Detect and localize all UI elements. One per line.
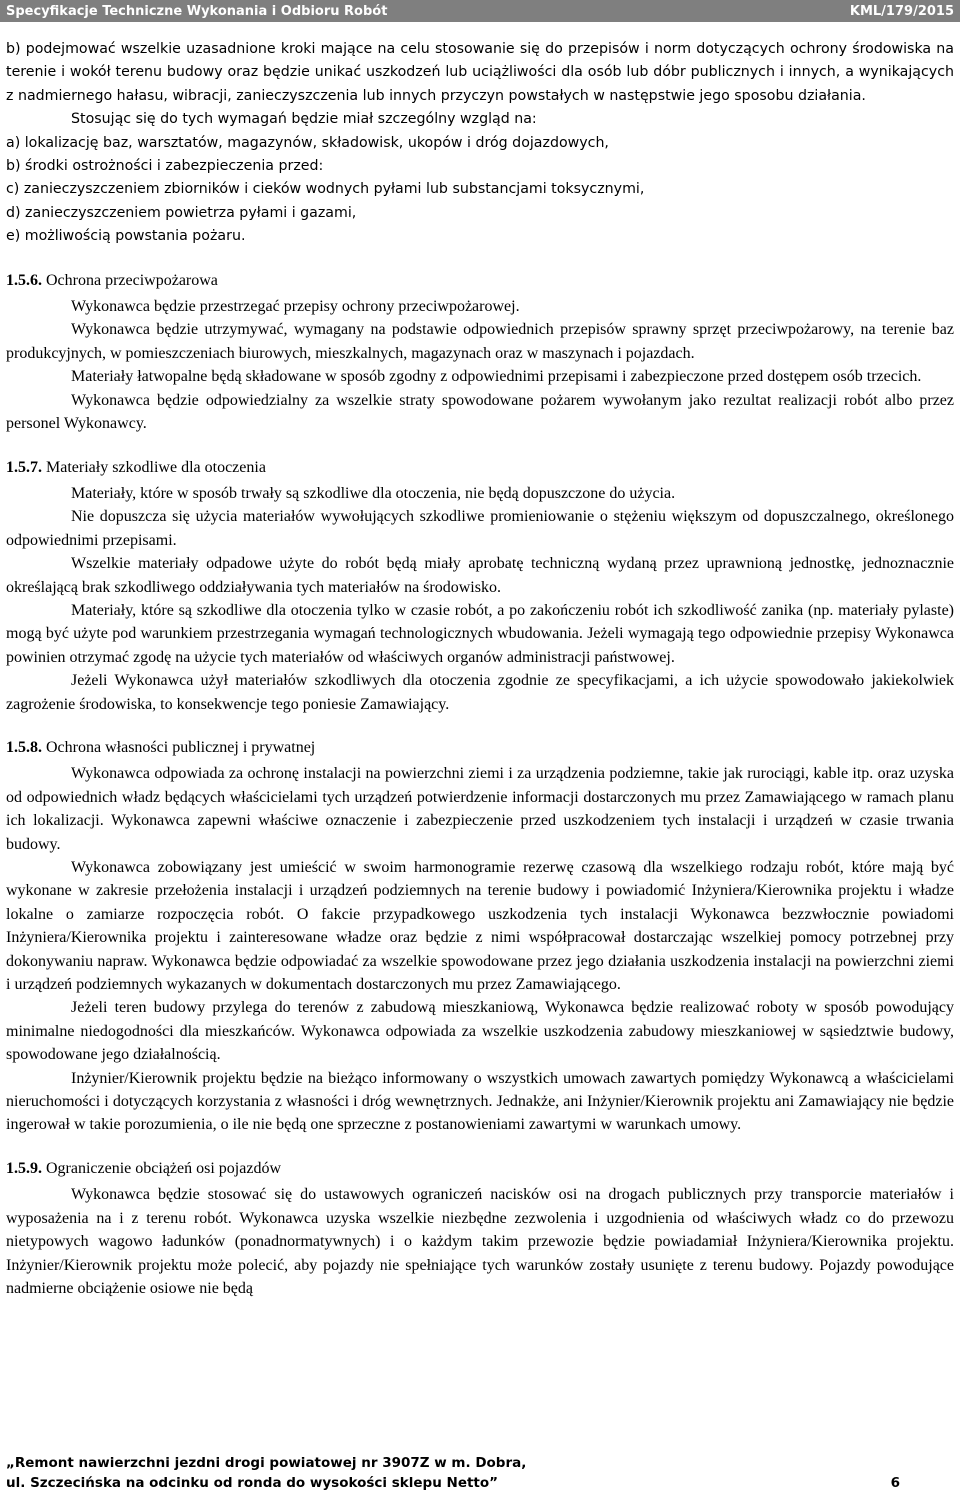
section-title: Ochrona własności publicznej i prywatnej: [46, 738, 316, 756]
section-number: 1.5.7.: [6, 458, 42, 476]
section-number: 1.5.9.: [6, 1159, 42, 1177]
paragraph: Inżynier/Kierownik projektu będzie na bieżąco informowany o wszystkich umowach zawartych pomiędzy Wykonawcą a właścicielami nieruchomości i dotyczących korzystania z własności i dróg wewnętrznych. Jednakże, ani Inżynier/Kierownik projektu ani Zamawiający nie będzie ingerował w takie porozumienia, o ile nie będą one sprzeczne z postanowieniami zawartymi w warunkach umowy.: [6, 1069, 954, 1134]
document-body: [6, 38, 954, 1300]
section-title: Materiały szkodliwe dla otoczenia: [46, 458, 266, 476]
section-1-5-6: [6, 269, 954, 436]
paragraph: Wykonawca będzie stosować się do ustawowych ograniczeń nacisków osi na drogach publicznych przy transporcie materiałów i wyposażenia na i z terenu robót. Wykonawca uzyska wszelkie niezbędne zezwolenia i uzgodnienia od właściwych władz co do przewozu nietypowych wagowo ładunków (ponadnormatywnych) i o każdym takim przewozie będzie powiadamiał Inżyniera/Kierownika projektu. Inżynier/Kierownik projektu może polecić, aby pojazdy nie spełniające tych warunków zostały usunięte z terenu budowy. Pojazdy powodujące nadmierne obciążenie osiowe nie będą: [6, 1186, 954, 1297]
section-1-5-8: [6, 736, 954, 1137]
paragraph: Materiały łatwopalne będą składowane w sposób zgodny z odpowiednimi przepisami i zabezpieczone przed dostępem osób trzecich.: [71, 368, 922, 386]
paragraph: Wykonawca będzie odpowiedzialny za wszelkie straty spowodowane pożarem wywołanym jako rezultat realizacji robót albo przez personel Wykonawcy.: [6, 391, 954, 433]
section-number: 1.5.8.: [6, 738, 42, 756]
paragraph: Jeżeli teren budowy przylega do terenów z zabudową mieszkaniową, Wykonawca będzie realizować roboty w sposób powodujący minimalne niedogodności dla mieszkańców. Wykonawca odpowiada za wszelkie uszkodzenia zabudowy mieszkaniowej w sąsiedztwie budowy, spowodowane jego działalnością.: [6, 999, 954, 1064]
list-item: e) możliwością powstania pożaru.: [6, 228, 246, 245]
paragraph: Materiały, które są szkodliwe dla otoczenia tylko w czasie robót, a po zakończeniu robót ich szkodliwość zanika (np. materiały pylaste) mogą być użyte pod warunkiem przestrzegania wymagań technologicznych wbudowania. Jeżeli wymagają tego odpowiednie przepisy Wykonawca powinien otrzymać zgodę na użycie tych materiałów od właściwych organów administracji państwowej.: [6, 601, 954, 666]
intro-list: [6, 132, 954, 249]
paragraph: Wykonawca zobowiązany jest umieścić w swoim harmonogramie rezerwę czasową dla wszelkiego rodzaju robót, które mają być wykonane w zakresie przełożenia instalacji i urządzeń podziemnych na terenie budowy i powiadomić Inżyniera/Kierownika projektu i władze lokalne o zamiarze rozpoczęcia robót. O fakcie przypadkowego uszkodzenia tych instalacji Wykonawca bezzwłocznie powiadomi Inżyniera/Kierownika projektu i zainteresowane władze oraz będzie z nimi współpracował dostarczając wszelkiej pomocy potrzebnej przy dokonywaniu napraw. Wykonawca będzie odpowiadać za wszelkie spowodowane przez jego działania uszkodzenia instalacji na powierzchni ziemi i urządzeń podziemnych wykazanych w dokumentach dostarczonych mu przez Zamawiającego.: [6, 859, 954, 994]
header-doc-code: KML/179/2015: [849, 3, 954, 19]
page-footer: [0, 1453, 960, 1493]
page-number: 6: [890, 1475, 900, 1491]
paragraph: Wykonawca będzie przestrzegać przepisy ochrony przeciwpożarowej.: [71, 298, 520, 316]
paragraph: Materiały, które w sposób trwały są szkodliwe dla otoczenia, nie będą dopuszczone do użycia.: [71, 484, 676, 502]
section-heading: [6, 269, 954, 292]
section-heading: [6, 456, 954, 479]
page-header: [0, 0, 960, 22]
intro-lead: Stosując się do tych wymagań będzie miał szczególny wzgląd na:: [71, 111, 537, 128]
list-item: c) zanieczyszczeniem zbiorników i cieków wodnych pyłami lub substancjami toksycznymi,: [6, 181, 645, 198]
paragraph: Wykonawca odpowiada za ochronę instalacji na powierzchni ziemi i za urządzenia podziemne, takie jak rurociągi, kable itp. oraz uzyska od odpowiednich władz będących właścicielami tych urządzeń potwierdzenie informacji dostarczonych mu przez Zamawiającego w ramach planu ich lokalizacji. Wykonawca zapewni właściwe oznaczenie i zabezpieczenie przed uszkodzeniem tych instalacji i urządzeń w czasie trwania budowy.: [6, 765, 954, 853]
intro-paragraph: b) podejmować wszelkie uzasadnione kroki mające na celu stosowanie się do przepisów i norm dotyczących ochrony środowiska na terenie i wokół terenu budowy oraz będzie unikać uszkodzeń lub uciążliwości dla osób lub dóbr publicznych i innych, a wynikających z nadmiernego hałasu, wibracji, zanieczyszczenia lub innych przyczyn powstałych w następstwie jego sposobu działania.: [6, 41, 954, 104]
paragraph: Wszelkie materiały odpadowe użyte do robót będą miały aprobatę techniczną wydaną przez uprawnioną jednostkę, jednoznacznie określającą brak szkodliwego oddziaływania tych materiałów na środowisko.: [6, 555, 954, 596]
section-1-5-9: [6, 1157, 954, 1300]
section-1-5-7: [6, 456, 954, 716]
list-item: b) środki ostrożności i zabezpieczenia przed:: [6, 158, 324, 175]
paragraph: Nie dopuszcza się użycia materiałów wywołujących szkodliwe promieniowanie o stężeniu większym od dopuszczalnego, określonego odpowiednimi przepisami.: [6, 508, 954, 549]
footer-project-line-2: ul. Szczecińska na odcinku od ronda do wysokości sklepu Netto”: [6, 1475, 499, 1491]
paragraph: Jeżeli Wykonawca użył materiałów szkodliwych dla otoczenia zgodnie ze specyfikacjami, a ich użycie spowodowało jakiekolwiek zagrożenie środowiska, to konsekwencje tego poniesie Zamawiający.: [6, 672, 954, 713]
header-title: Specyfikacje Techniczne Wykonania i Odbioru Robót: [6, 3, 388, 19]
footer-project-line-1: „Remont nawierzchni jezdni drogi powiatowej nr 3907Z w m. Dobra,: [6, 1455, 527, 1471]
list-item: d) zanieczyszczeniem powietrza pyłami i gazami,: [6, 204, 357, 221]
list-item: a) lokalizację baz, warsztatów, magazynów, składowisk, ukopów i dróg dojazdowych,: [6, 134, 609, 151]
section-heading: [6, 1157, 954, 1180]
section-title: Ochrona przeciwpożarowa: [46, 271, 218, 289]
section-title: Ograniczenie obciążeń osi pojazdów: [46, 1159, 282, 1177]
section-number: 1.5.6.: [6, 271, 42, 289]
section-heading: [6, 736, 954, 759]
paragraph: Wykonawca będzie utrzymywać, wymagany na podstawie odpowiednich przepisów sprawny sprzęt przeciwpożarowy, na terenie baz produkcyjnych, w pomieszczeniach biurowych, mieszkalnych, magazynach oraz w maszynach i pojazdach.: [6, 321, 954, 362]
